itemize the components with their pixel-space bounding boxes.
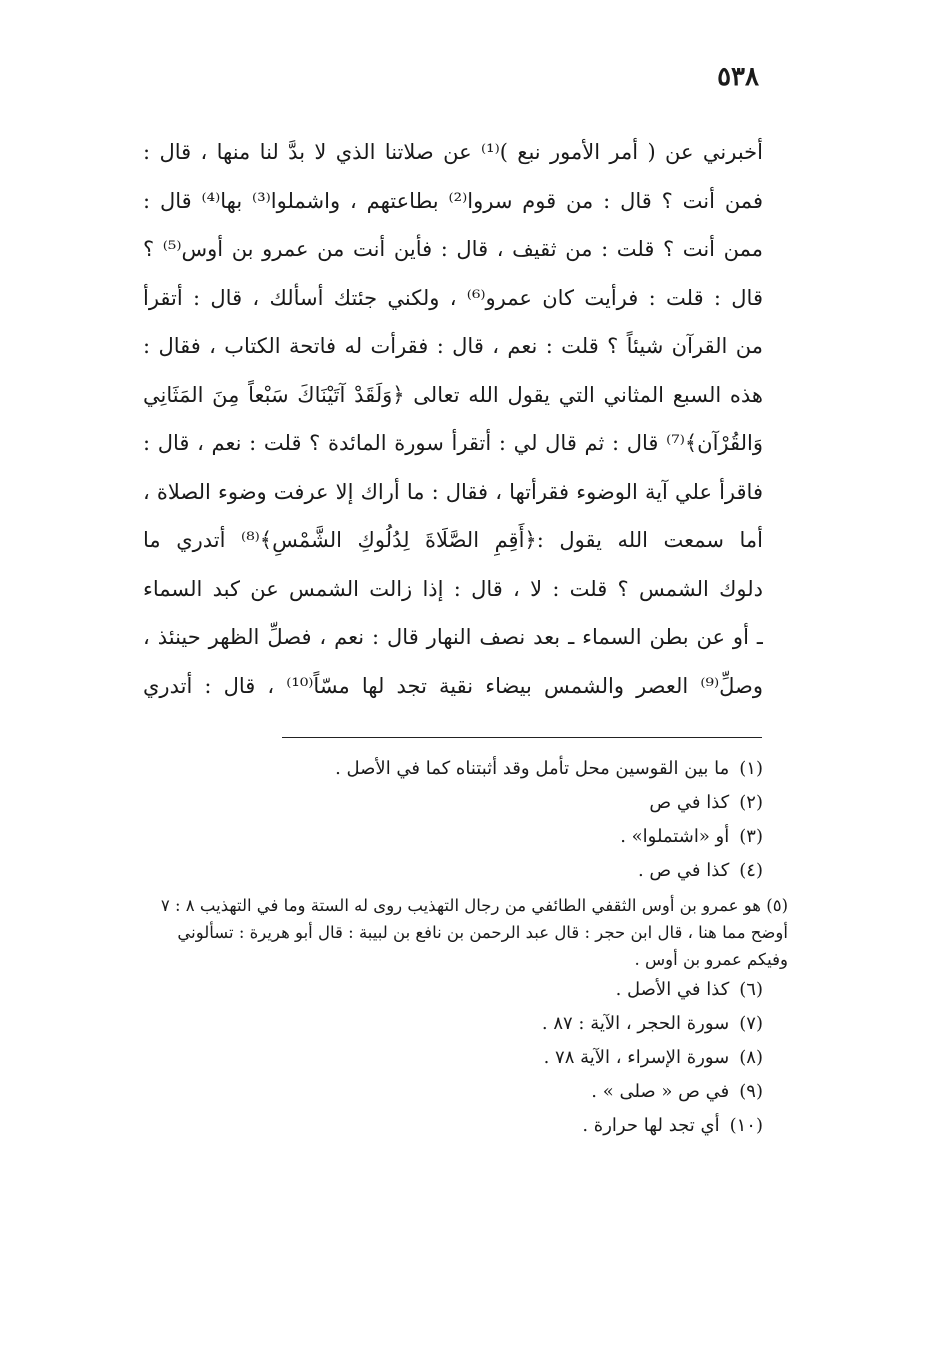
footnote-text: كذا في الأصل .: [615, 979, 730, 1000]
footnote: [123, 820, 763, 854]
footnote-number: (٧): [739, 1013, 763, 1034]
text-line: دلوك الشمس ؟ قلت : لا ، قال : إذا زالت الشمس عن كبد السماء: [143, 576, 763, 601]
footnote-text: أو «اشتملوا» .: [620, 826, 730, 847]
footnote: [123, 752, 763, 786]
footnote-number: (٨): [739, 1047, 763, 1068]
text-line: من القرآن شيئاً ؟ قلت : نعم ، قال : فقرأت له فاتحة الكتاب ، فقال :: [143, 334, 763, 358]
text-line: فمن أنت ؟ قال : من قوم سروا⁽²⁾ بطاعتهم ، واشملوا⁽³⁾ بها⁽⁴⁾ قال :: [143, 188, 763, 213]
footnote-text: سورة الإسراء ، الآية ٧٨ .: [543, 1047, 730, 1068]
text-line: أخبرني عن ( أمر الأمور نبع )⁽¹⁾ عن صلاتنا الذي لا بدَّ لنا منها ، قال :: [143, 140, 763, 164]
footnote-line: وفيكم عمرو بن أوس .: [634, 950, 788, 969]
footnote-divider: [282, 737, 762, 738]
footnote: [123, 1109, 763, 1143]
footnote-text: في ص « صلى » .: [591, 1081, 730, 1102]
footnote-text: كذا في ص: [649, 792, 730, 813]
text-line: وصلِّ⁽⁹⁾ العصر والشمس بيضاء نقية تجد لها مسّاً⁽¹⁰⁾ ، قال : أتدري: [143, 673, 763, 698]
footnote: [123, 1041, 763, 1075]
text-line: ـ أو عن بطن السماء ـ بعد نصف النهار قال : نعم ، فصلِّ الظهر حينئذ ،: [143, 625, 763, 649]
text-line: أما سمعت الله يقول :﴿أَقِمِ الصَّلَاةَ لِدُلُوكِ الشَّمْسِ﴾⁽⁸⁾ أتدري ما: [143, 528, 763, 552]
main-text: [143, 128, 763, 710]
text-line: هذه السبع المثاني التي يقول الله تعالى ﴿وَلَقَدْ آتَيْنَاكَ سَبْعاً مِنَ المَثَانِي: [143, 382, 763, 407]
text-line: وَالقُرْآن﴾⁽⁷⁾ قال : ثم قال لي : أتقرأ سورة المائدة ؟ قلت : نعم ، قال :: [143, 431, 763, 455]
footnote: [123, 1007, 763, 1041]
text-line: قال : قلت : فرأيت كان عمرو⁽⁶⁾ ، ولكني جئتك أسألك ، قال : أتقرأ: [143, 285, 763, 310]
footnote: [123, 786, 763, 820]
footnote: [123, 973, 763, 1007]
text-line: ممن أنت ؟ قلت : من ثقيف ، قال : فأين أنت من عمرو بن أوس⁽⁵⁾ ؟: [143, 237, 763, 261]
footnote-line: أوضح مما هنا ، قال ابن حجر : قال عبد الرحمن بن نافع بن لبيبة : قال أبو هريرة : تسألوني: [177, 923, 788, 942]
footnote-number: (٢): [739, 792, 763, 813]
page-number: ٥٣٨: [717, 62, 759, 92]
footnote-text: أي تجد لها حرارة .: [582, 1115, 720, 1136]
footnotes-section: [123, 752, 788, 1143]
text-line: فاقرأ علي آية الوضوء فقرأتها ، فقال : ما أراك إلا عرفت وضوء الصلاة ،: [143, 479, 763, 504]
footnote-number: (٦): [739, 979, 763, 1000]
footnote-number: (٣): [739, 826, 763, 847]
footnote-text: كذا في ص .: [637, 860, 730, 881]
footnote: [123, 1075, 763, 1109]
footnote: [123, 854, 763, 888]
footnote-number: (١): [739, 758, 763, 779]
footnote-text: ما بين القوسين محل تأمل وقد أثبتناه كما في الأصل .: [335, 758, 730, 779]
footnote-number: (١٠): [729, 1115, 763, 1136]
footnote-line: (٥) هو عمرو بن أوس الثقفي الطائفي من رجال التهذيب روى له الستة وما في التهذيب ٨ : ٧: [160, 896, 788, 915]
footnote-text: سورة الحجر ، الآية : ٨٧ .: [541, 1013, 730, 1034]
footnote-number: (٤): [739, 860, 763, 881]
footnote-number: (٩): [739, 1081, 763, 1102]
